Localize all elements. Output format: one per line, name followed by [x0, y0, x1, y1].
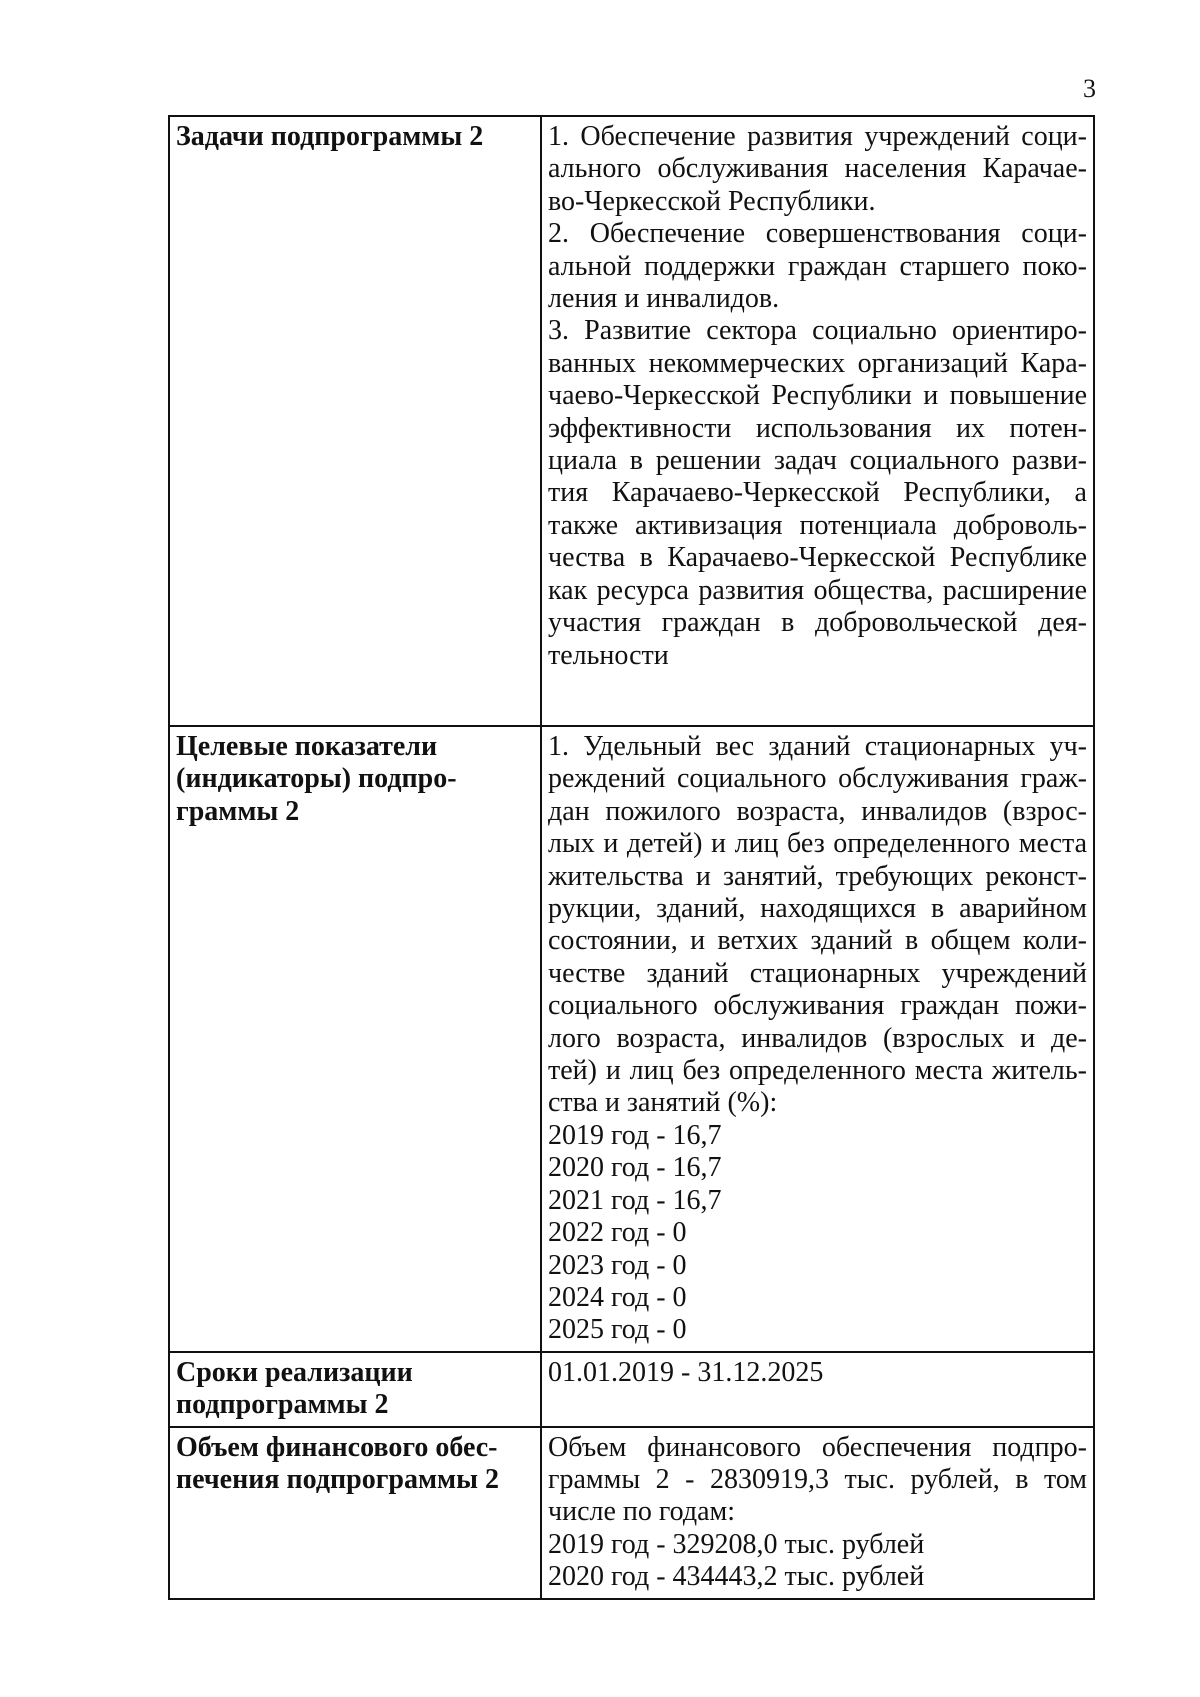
- value-line: участия граждан в добровольческой дея-: [548, 607, 1087, 639]
- year-value-line: 2020 год - 16,7: [548, 1152, 722, 1184]
- value-line: ления и инвалидов.: [548, 283, 780, 315]
- year-value-line: 2024 год - 0: [548, 1281, 687, 1313]
- value-line: во-Черкесской Республики.: [548, 185, 876, 217]
- row-label-text: Сроки реализации: [176, 1356, 413, 1388]
- row-label-timeline: [169, 1352, 541, 1427]
- row-label-tasks: [169, 116, 541, 726]
- value-line: 1. Удельный вес зданий стационарных уч-: [548, 731, 1087, 762]
- row-value-timeline: [541, 1352, 1094, 1427]
- value-line: честве зданий стационарных учреждений: [548, 957, 1087, 989]
- year-value-line: 2023 год - 0: [548, 1249, 687, 1281]
- value-line: состоянии, и ветхих зданий в общем коли-: [548, 925, 1087, 957]
- value-line: чества в Карачаево-Черкесской Республике: [548, 542, 1087, 574]
- value-line: также активизация потенциала доброволь-: [548, 509, 1087, 541]
- value-line: тельности: [548, 639, 669, 671]
- value-line: как ресурса развития общества, расширение: [548, 574, 1087, 606]
- year-value-line: 2025 год - 0: [548, 1314, 687, 1346]
- value-line: ального обслуживания населения Карачае-: [548, 153, 1087, 185]
- value-line: 3. Развитие сектора социально ориентиро-: [548, 315, 1087, 347]
- table-row-tasks: [169, 116, 1094, 726]
- value-line: Объем финансового обеспечения подпро-: [548, 1431, 1087, 1463]
- year-value-line: 2019 год - 329208,0 тыс. рублей: [548, 1528, 925, 1560]
- row-label-text: Объем финансового обес-: [176, 1431, 498, 1463]
- value-line: лого возраста, инвалидов (взрослых и де-: [548, 1022, 1087, 1054]
- page-number: 3: [1083, 74, 1096, 103]
- value-line: граммы 2 - 2830919,3 тыс. рублей, в том: [548, 1463, 1087, 1495]
- subprogram-passport-table: [168, 115, 1095, 1600]
- value-line: лых и детей) и лиц без определенного места: [548, 828, 1087, 860]
- year-value-line: 2019 год - 16,7: [548, 1119, 722, 1151]
- value-line: числе по годам:: [548, 1496, 736, 1528]
- row-label-text: Целевые показатели: [176, 731, 438, 762]
- table-row-timeline: [169, 1352, 1094, 1427]
- year-value-line: 2022 год - 0: [548, 1217, 687, 1249]
- row-label-text: (индикаторы) подпро-: [176, 763, 457, 795]
- row-value-funding: [541, 1427, 1094, 1599]
- row-value-indicators: [541, 726, 1094, 1352]
- value-line: эффективности использования их потен-: [548, 412, 1087, 444]
- value-line: чаево-Черкесской Республики и повышение: [548, 380, 1087, 412]
- value-line: альной поддержки граждан старшего поко-: [548, 250, 1087, 282]
- value-line: тия Карачаево-Черкесской Республики, а: [548, 477, 1087, 509]
- value-line: ства и занятий (%):: [548, 1087, 778, 1119]
- year-value-line: 2021 год - 16,7: [548, 1184, 722, 1216]
- value-line: жительства и занятий, требующих реконст-: [548, 860, 1087, 892]
- timeline-value: 01.01.2019 - 31.12.2025: [548, 1356, 824, 1388]
- value-line: рукции, зданий, находящихся в аварийном: [548, 893, 1087, 925]
- row-value-tasks: [541, 116, 1094, 726]
- row-label-text: граммы 2: [176, 795, 300, 827]
- value-line: социального обслуживания граждан пожи-: [548, 990, 1087, 1022]
- value-line: реждений социального обслуживания граж-: [548, 763, 1087, 795]
- value-line: циала в решении задач социального разви-: [548, 445, 1087, 477]
- value-line: 2. Обеспечение совершенствования соци-: [548, 218, 1087, 250]
- value-line: ванных некоммерческих организаций Кара-: [548, 347, 1087, 379]
- table-row-funding: [169, 1427, 1094, 1599]
- year-value-line: 2020 год - 434443,2 тыс. рублей: [548, 1561, 925, 1593]
- row-label-text: подпрограммы 2: [176, 1389, 389, 1421]
- row-label-text: Задачи подпрограммы 2: [176, 121, 484, 152]
- row-label-text: печения подпрограммы 2: [176, 1463, 499, 1495]
- value-line: 1. Обеспечение развития учреждений соци-: [548, 121, 1087, 152]
- value-line: дан пожилого возраста, инвалидов (взрос-: [548, 795, 1087, 827]
- row-label-funding: [169, 1427, 541, 1599]
- table-row-indicators: [169, 726, 1094, 1352]
- value-line: тей) и лиц без определенного места житель-: [548, 1055, 1087, 1087]
- row-label-indicators: [169, 726, 541, 1352]
